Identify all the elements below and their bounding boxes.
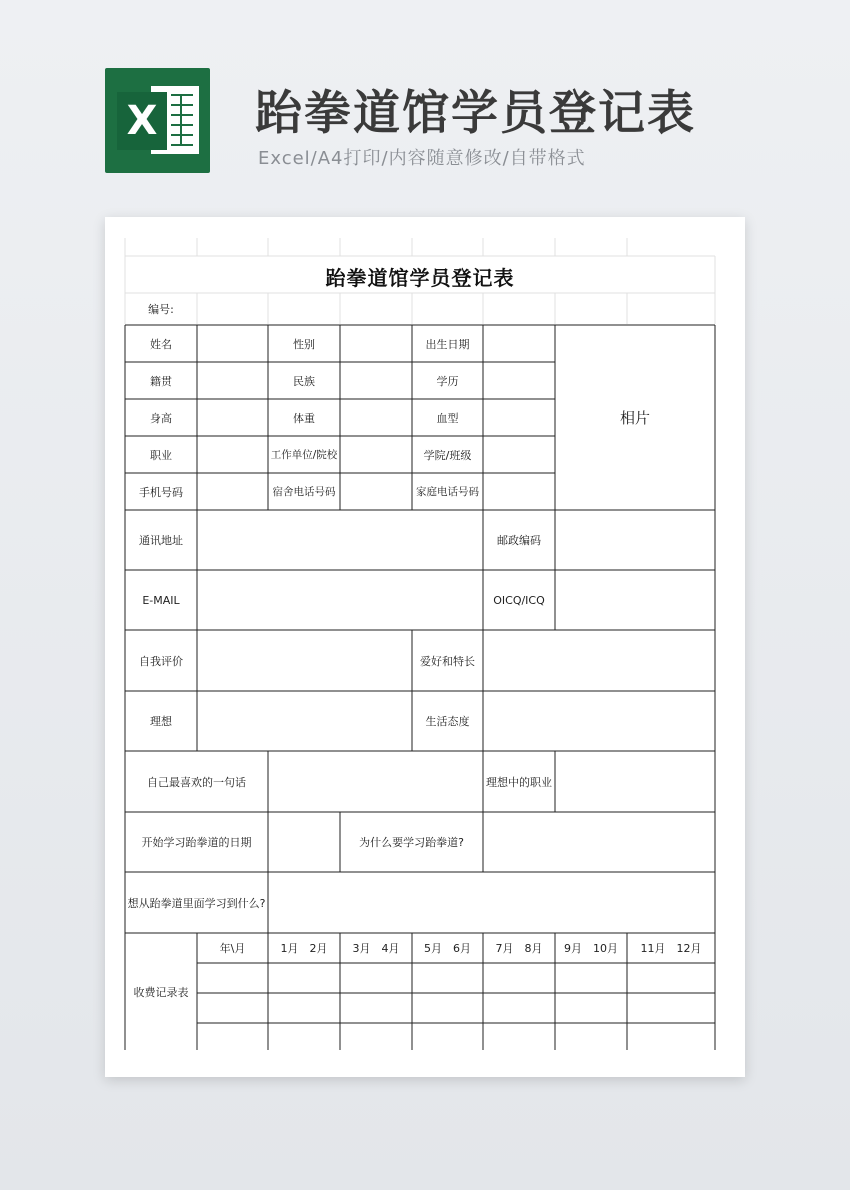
- name-label: 姓名: [150, 337, 172, 351]
- favorite-quote-label: 自己最喜欢的一句话: [147, 775, 246, 789]
- fee-header-nov-dec: 11月 12月: [640, 942, 702, 955]
- native-place-label: 籍贯: [150, 374, 172, 388]
- ideal-label: 理想: [150, 715, 172, 728]
- fee-header-sep-oct: 9月 10月: [564, 942, 618, 955]
- work-unit-label: 工作单位/院校: [270, 449, 338, 461]
- birth-date-label: 出生日期: [425, 337, 470, 351]
- self-evaluation-label: 自我评价: [139, 654, 183, 668]
- fee-header-jul-aug: 7月 8月: [495, 942, 543, 955]
- start-date-label: 开始学习跆拳道的日期: [141, 836, 252, 849]
- page-title: 跆拳道馆学员登记表: [255, 86, 696, 141]
- why-learn-label: 为什么要学习跆拳道?: [359, 836, 464, 849]
- gender-label: 性别: [293, 337, 315, 351]
- fee-header-mar-apr: 3月 4月: [352, 942, 400, 955]
- number-label: 编号:: [148, 303, 174, 316]
- fee-record-label: 收费记录表: [133, 985, 189, 999]
- fee-header-year-month: 年\月: [219, 942, 246, 955]
- height-label: 身高: [150, 411, 172, 425]
- weight-label: 体重: [293, 411, 315, 425]
- life-attitude-label: 生活态度: [425, 715, 470, 728]
- postal-code-label: 邮政编码: [497, 534, 541, 547]
- mobile-label: 手机号码: [139, 485, 183, 499]
- page-subtitle: Excel/A4打印/内容随意修改/自带格式: [258, 148, 586, 169]
- ideal-job-label: 理想中的职业: [486, 775, 552, 789]
- fee-header-jan-feb: 1月 2月: [280, 942, 328, 955]
- school-class-label: 学院/班级: [423, 448, 472, 462]
- blood-type-label: 血型: [436, 411, 459, 425]
- fee-header-may-jun: 5月 6月: [424, 942, 471, 955]
- home-phone-label: 家庭电话号码: [416, 486, 479, 498]
- form-title: 跆拳道馆学员登记表: [325, 265, 515, 290]
- excel-x-letter: X: [117, 92, 167, 150]
- what-learn-label: 想从跆拳道里面学习到什么?: [127, 896, 266, 910]
- education-label: 学历: [436, 374, 459, 388]
- email-label: E-MAIL: [142, 593, 180, 607]
- address-label: 通讯地址: [139, 534, 183, 547]
- dorm-phone-label: 宿舍电话号码: [272, 486, 336, 498]
- hobbies-label: 爱好和特长: [420, 654, 475, 668]
- oicq-label: OICQ/ICQ: [493, 593, 545, 607]
- ethnicity-label: 民族: [293, 374, 315, 388]
- occupation-label: 职业: [150, 448, 172, 462]
- photo-label: 相片: [619, 409, 650, 427]
